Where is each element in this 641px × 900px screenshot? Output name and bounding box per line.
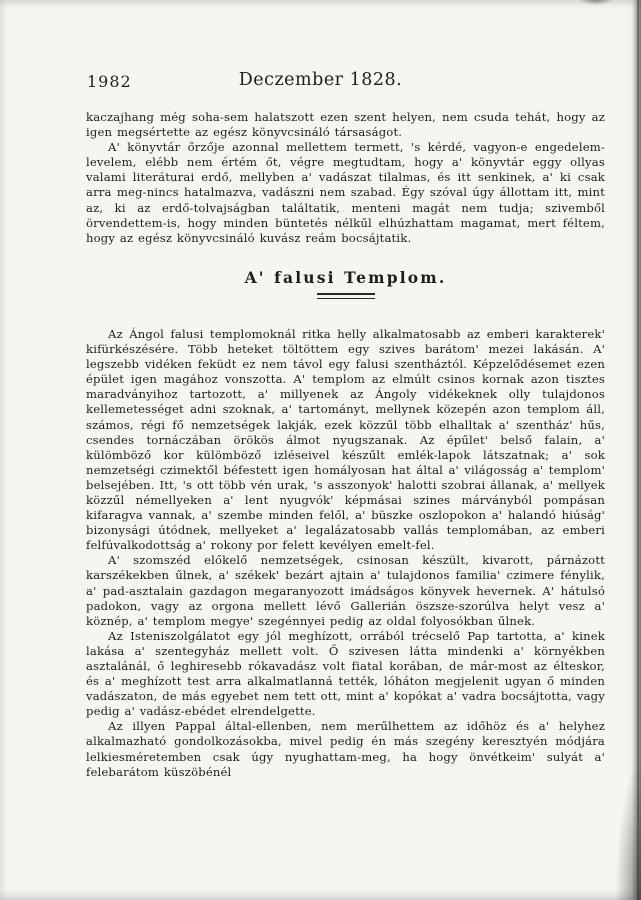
section-divider-rule bbox=[317, 293, 375, 299]
issue-title: Deczember 1828. bbox=[238, 70, 403, 90]
page-number: 1982 bbox=[87, 72, 132, 91]
scan-edge-line bbox=[637, 0, 639, 900]
page-body bbox=[86, 110, 605, 780]
intro-paragraph: A' könyvtár őrzője azonnal mellettem termett, 's kérdé, vagyon-e engedelem-levelem, elébb nem értém őt, végre megtudtam, hogy a' könyvtár eggy ollyas valami literáturai erdő, mellyben a' vadászat tilalmas, és itt senkinek, a' ki csak arra meg-nincs hatalmazva, vadászni nem szabad. Égy szóval úgy állottam itt, mint az, ki az erdő-tolvajságban találtatik, menteni magát nem tudja; szivemből örvendettem-is, hogy minden büntetés nélkűl elhúzhattam magamat, mert féltem, hogy az egész könyvcsináló kuvász reám bocsájtatik. bbox=[86, 140, 605, 245]
section-paragraph: A' szomszéd előkelő nemzetségek, csinosan készült, kivarott, párnázott karszékekben űlnek, a' székek' bezárt ajtain a' tulajdonos familia' czimere fénylik, a' pad-asztalain gazdagon megaranyozott imádságos könyvek hevernek. A' hátulsó padokon, vagy az orgona mellett lévő Gallerián öszsze-szorúlva helyt vesz a' köznép, a' templom megye' szegénnyei pedig az oldal folyosókban űlnek. bbox=[86, 553, 605, 628]
scan-shadow-corner bbox=[615, 760, 641, 900]
section-paragraph: Az illyen Pappal által-ellenben, nem merűlhettem az időhöz és a' helyhez alkalmazható gondolkozásokba, mivel pedig én más szegény keresztyén módjára lelkiesméretemben csak úgy nyughattam-meg, ha hogy önvétkeim' sulyát a' felebarátom küszöbénél bbox=[86, 719, 605, 779]
section-paragraph: Az Ángol falusi templomoknál ritka helly alkalmatosabb az emberi karakterek' kifürkészésére. Több heteket töltöttem egy szives barátom' mezei lakásán. A' legszebb vidéken feküdt ez nem távol egy falusi szentháztól. Képzelődésemet ezen épület igen magához vonszotta. A' templom az elmúlt csinos kornak azon tisztes maradványihoz tartozott, a' millyenek az Ángoly vidékeknek olly tulajdonos kellemetességet adni szoknak, a' tartományt, mellynek közepén azon templom áll, számos, régi fő nemzetségek lakják, ezek közzűl több elhalltak a' szentház' hűs, csendes tornáczában örökös álmot nyugszanak. Az épűlet' belső falain, a' külömböző kor külömböző izléseivel készűlt emlék-lapok látszatnak; a' sok nemzetségi czimektől béfestett igen homályosan hat által a' világosság a' templom' belsejében. Itt, 's ott több vén urak, 's asszonyok' halotti szobrai állanak, a' mellyek közzűl némellyeken a' lent nyugvók' képmásai szines márványból pompásan kifaragva vannak, a' szembe minden felől, a' büszke oszlopokon a' halandó hiúság' bizonysági útódnek, mellyeket a' legalázatosabb vallás templomában, az emberi felfúvalkodottság a' rokony por felett kevélyen emelt-fel. bbox=[86, 326, 605, 553]
page-header bbox=[0, 0, 641, 106]
intro-paragraph: kaczajhang még soha-sem halatszott ezen szent helyen, nem csuda tehát, hogy az igen megsértette az egész könyvcsináló társaságot. bbox=[86, 110, 605, 140]
section-heading bbox=[86, 267, 605, 299]
section-paragraph: Az Isteniszolgálatot egy jól meghízott, orrából trécselő Pap tartotta, a' kinek lakása a' szentegyház mellett volt. Ő szivesen látta mindenki a' környékben asztalánál, ő leghiresebb rókavadász volt fiatal korában, de már-most az élteskor, és a' meghízott test arra alkalmatlanná tették, lóháton megjelenit ugyan ő minden vadászaton, de más egyebet nem tett ott, mint a' kopókat a' vadra bocsájtotta, vagy pedig a' vadász-ebédet elrendelgette. bbox=[86, 628, 605, 719]
scan-shadow-right bbox=[632, 0, 641, 900]
section-title: A' falusi Templom. bbox=[244, 267, 447, 287]
